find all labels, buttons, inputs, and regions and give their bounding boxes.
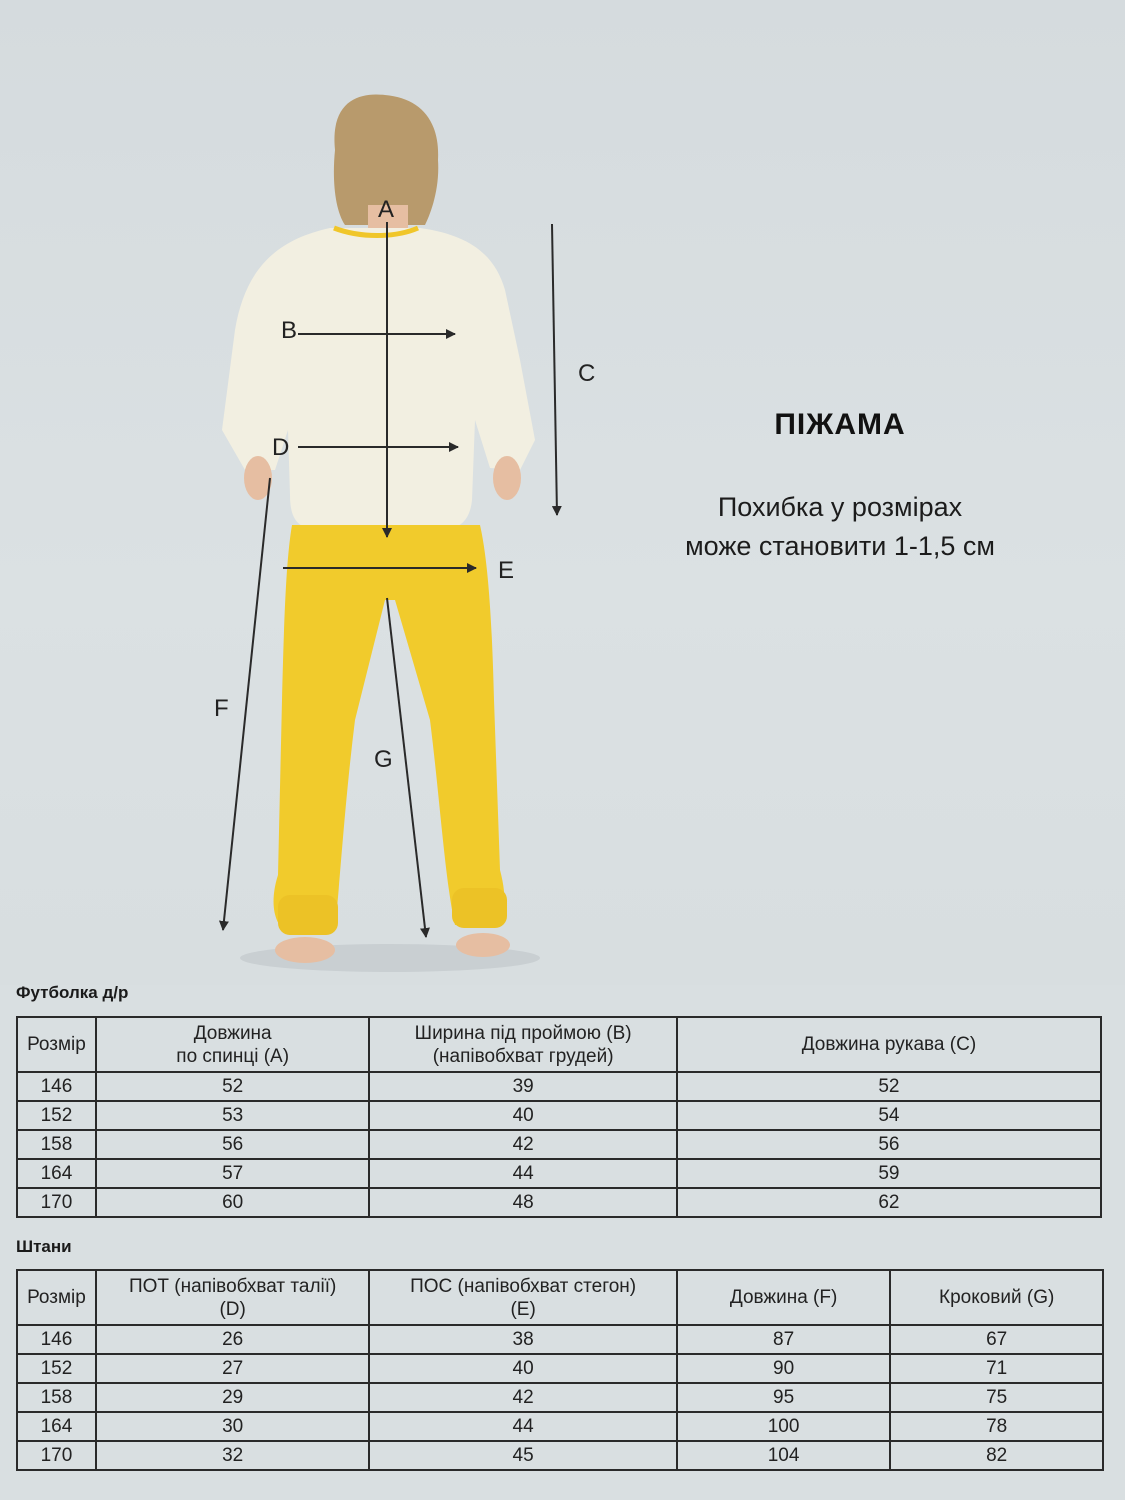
cell-waist: 30 (96, 1412, 369, 1441)
cell-sleeve-length: 54 (677, 1101, 1101, 1130)
cell-sleeve-length: 52 (677, 1072, 1101, 1101)
header-inseam: Кроковий (G) (890, 1270, 1103, 1325)
pants-table-caption: Штани (16, 1237, 72, 1256)
header-size: Розмір (17, 1017, 96, 1072)
measure-label-d: D (272, 434, 290, 461)
cell-chest-width: 39 (369, 1072, 676, 1101)
cell-hips: 45 (369, 1441, 676, 1470)
cell-inseam: 75 (890, 1383, 1103, 1412)
cell-sleeve-length: 56 (677, 1130, 1101, 1159)
cell-size: 152 (17, 1101, 96, 1130)
cell-length: 87 (677, 1325, 891, 1354)
cell-sleeve-length: 59 (677, 1159, 1101, 1188)
measure-label-e: E (498, 557, 515, 584)
cell-size: 158 (17, 1130, 96, 1159)
cell-chest-width: 42 (369, 1130, 676, 1159)
table-row (17, 1159, 1101, 1188)
cell-chest-width: 40 (369, 1101, 676, 1130)
header-back-length: Довжина по спинці (A) (96, 1017, 369, 1072)
table-row (17, 1412, 1103, 1441)
measure-f-line (223, 478, 270, 930)
header-length: Довжина (F) (677, 1270, 891, 1325)
header-sleeve-length: Довжина рукава (C) (677, 1017, 1101, 1072)
cell-hips: 42 (369, 1383, 676, 1412)
cell-hips: 44 (369, 1412, 676, 1441)
measure-label-a: A (378, 196, 395, 223)
cell-size: 164 (17, 1412, 96, 1441)
header-waist: ПОТ (напівобхват талії) (D) (96, 1270, 369, 1325)
table-row (17, 1354, 1103, 1383)
cell-back-length: 57 (96, 1159, 369, 1188)
note-line-2: може становити 1-1,5 см (685, 531, 995, 561)
shirt-table-caption: Футболка д/р (16, 983, 129, 1002)
size-tolerance-note (640, 488, 1040, 566)
cell-waist: 26 (96, 1325, 369, 1354)
cell-inseam: 82 (890, 1441, 1103, 1470)
measure-label-b: B (281, 317, 298, 344)
cell-size: 170 (17, 1441, 96, 1470)
table-row (17, 1130, 1101, 1159)
measure-label-c: C (578, 360, 596, 387)
cell-inseam: 71 (890, 1354, 1103, 1383)
cell-back-length: 56 (96, 1130, 369, 1159)
cell-size: 146 (17, 1072, 96, 1101)
cell-hips: 40 (369, 1354, 676, 1383)
cell-inseam: 78 (890, 1412, 1103, 1441)
header-hips: ПОС (напівобхват стегон) (E) (369, 1270, 676, 1325)
note-line-1: Похибка у розмірах (717, 492, 963, 522)
cell-size: 164 (17, 1159, 96, 1188)
cell-size: 146 (17, 1325, 96, 1354)
cell-chest-width: 44 (369, 1159, 676, 1188)
table-row (17, 1072, 1101, 1101)
cell-size: 158 (17, 1383, 96, 1412)
measure-label-g: G (374, 746, 393, 773)
page-title: ПІЖАМА (774, 408, 906, 441)
table-row (17, 1188, 1101, 1217)
table-row (17, 1325, 1103, 1354)
pants-size-table (16, 1269, 1104, 1471)
cell-back-length: 60 (96, 1188, 369, 1217)
pants (274, 525, 505, 935)
cell-length: 100 (677, 1412, 891, 1441)
header-chest-width: Ширина під проймою (B) (напівобхват грудей) (369, 1017, 676, 1072)
table-row (17, 1101, 1101, 1130)
cell-size: 170 (17, 1188, 96, 1217)
cell-hips: 38 (369, 1325, 676, 1354)
shirt-size-table (16, 1016, 1102, 1218)
cell-inseam: 67 (890, 1325, 1103, 1354)
cell-length: 104 (677, 1441, 891, 1470)
cell-waist: 27 (96, 1354, 369, 1383)
table-row (17, 1383, 1103, 1412)
cell-length: 90 (677, 1354, 891, 1383)
header-size: Розмір (17, 1270, 96, 1325)
cell-back-length: 53 (96, 1101, 369, 1130)
table-header-row (17, 1270, 1103, 1325)
cell-waist: 32 (96, 1441, 369, 1470)
cell-length: 95 (677, 1383, 891, 1412)
table-header-row (17, 1017, 1101, 1072)
measure-c-line (552, 224, 557, 515)
cell-back-length: 52 (96, 1072, 369, 1101)
cell-waist: 29 (96, 1383, 369, 1412)
measure-label-f: F (214, 695, 229, 722)
table-row (17, 1441, 1103, 1470)
cell-chest-width: 48 (369, 1188, 676, 1217)
cell-sleeve-length: 62 (677, 1188, 1101, 1217)
cell-size: 152 (17, 1354, 96, 1383)
